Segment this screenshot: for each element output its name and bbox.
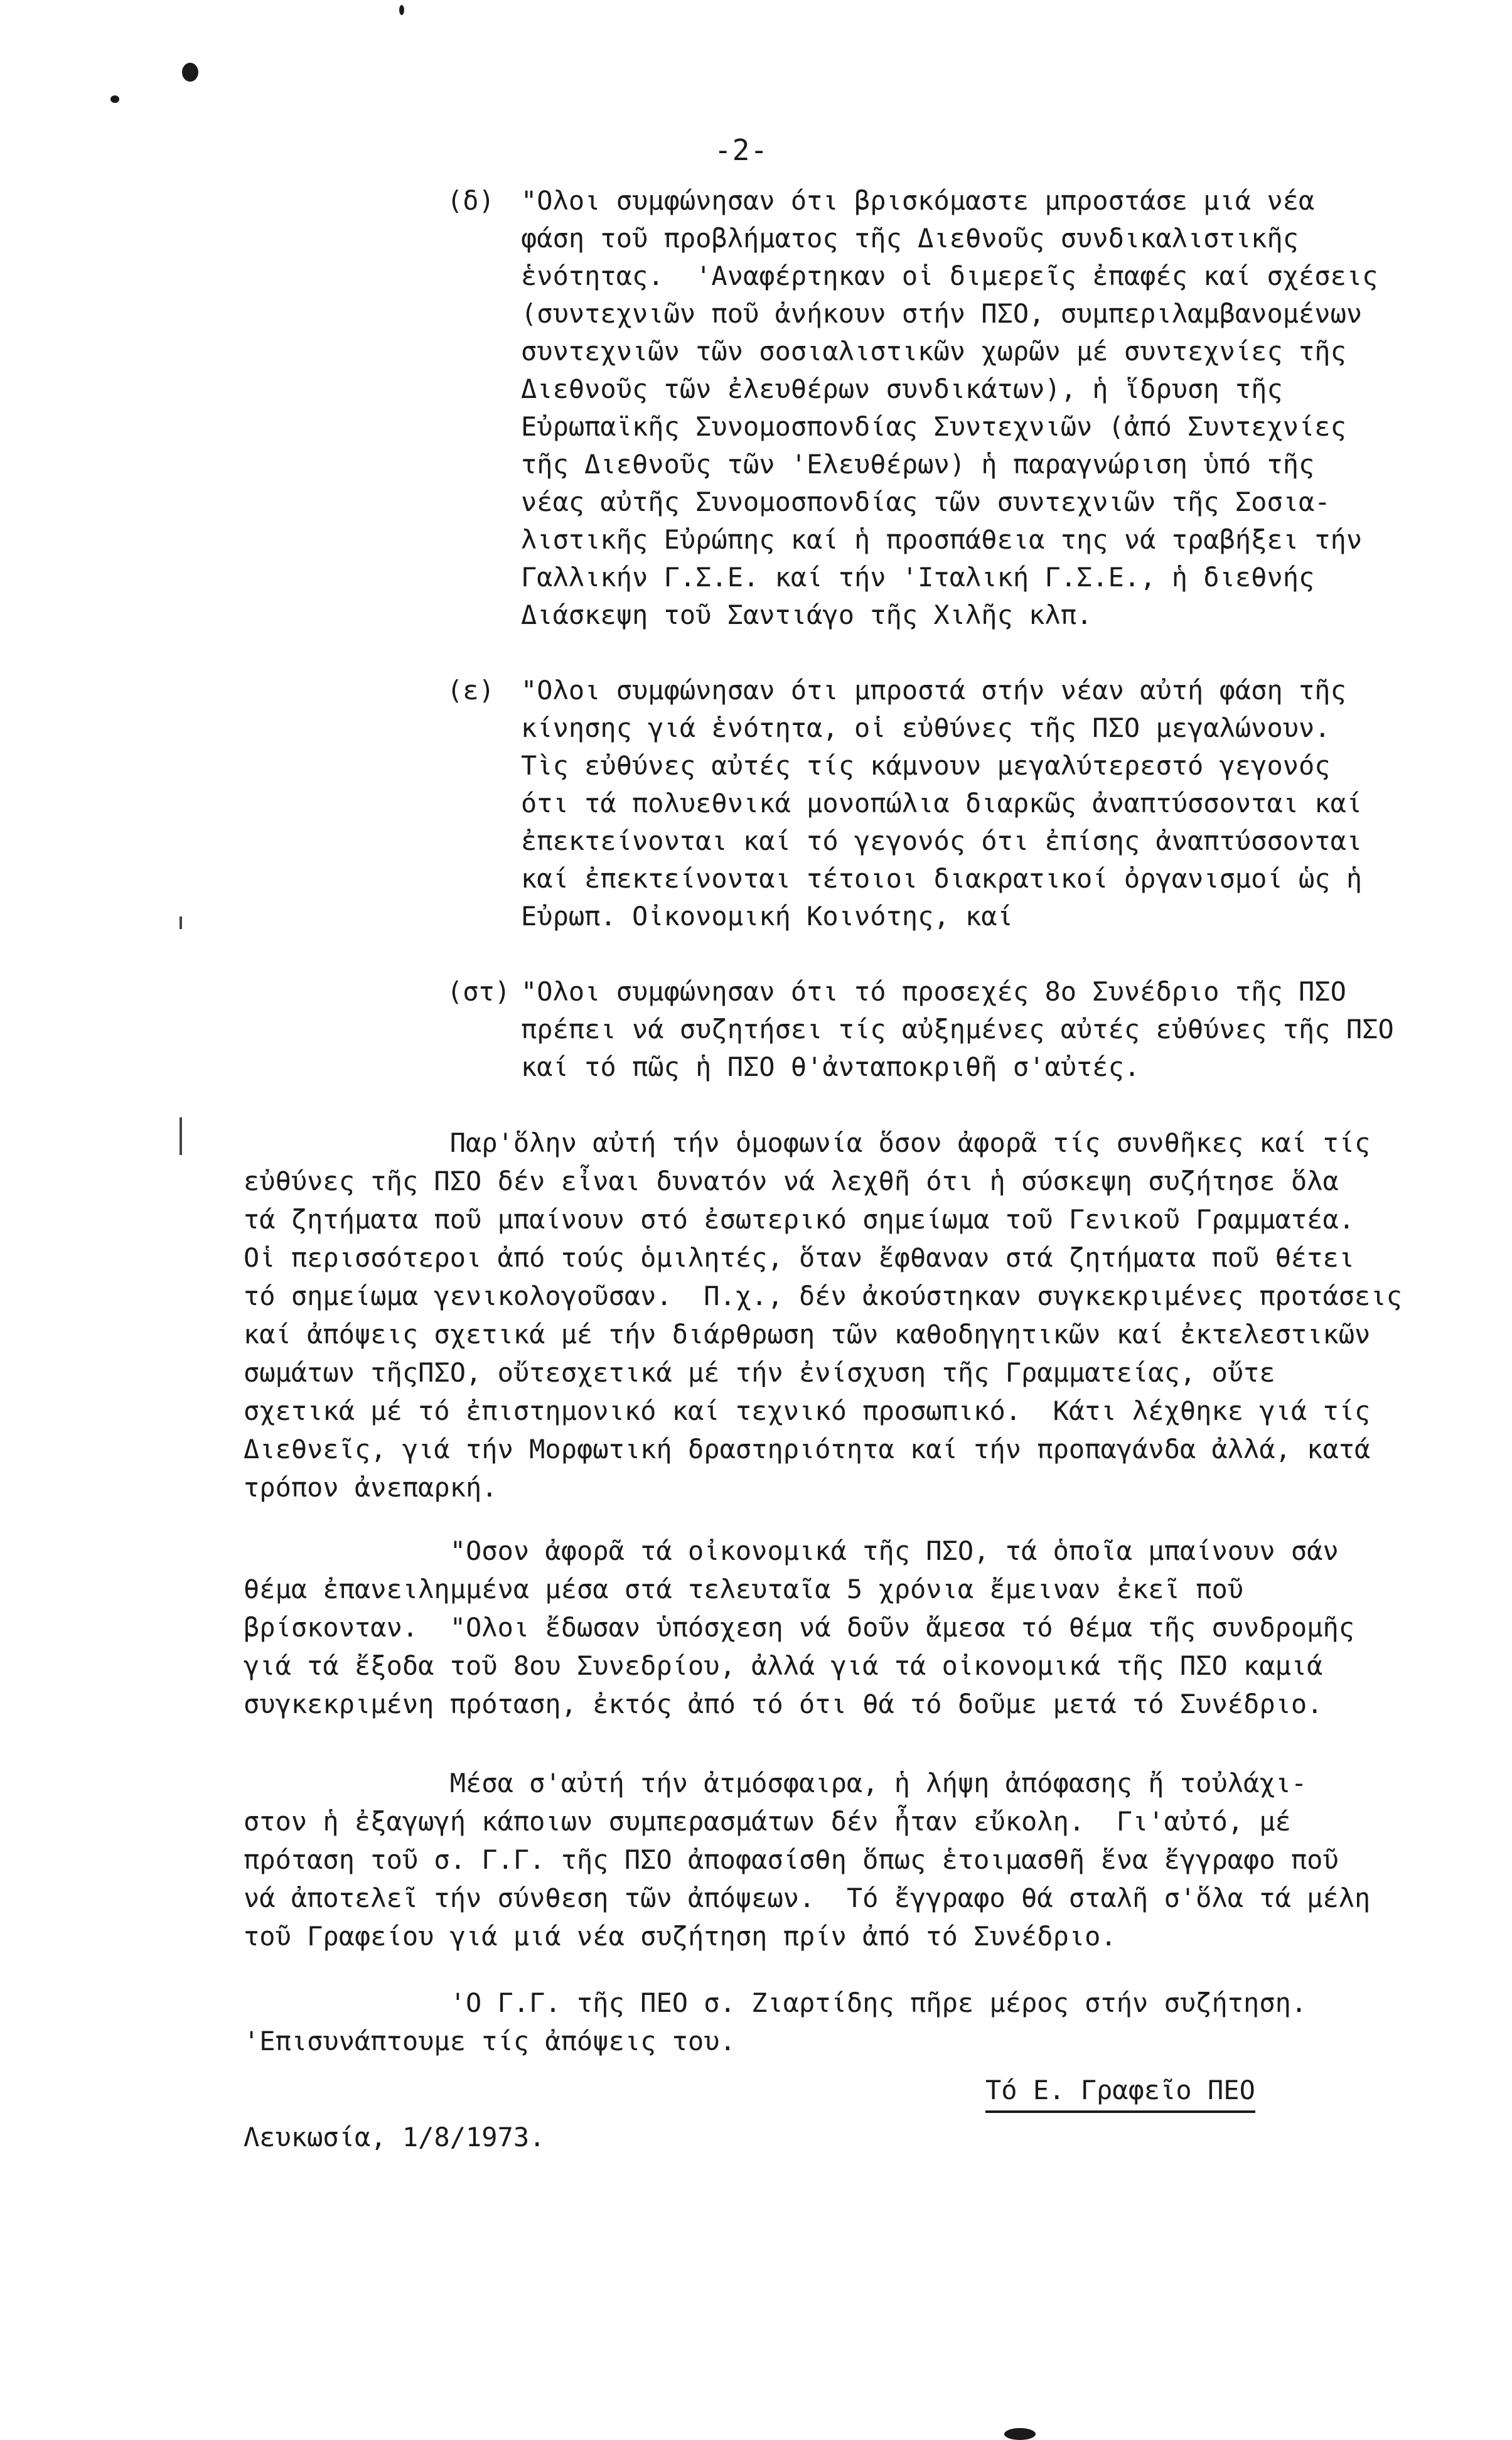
ink-blot (110, 95, 119, 103)
text-line: σωμάτων τῆςΠΣΟ, οὔτεσχετικά μέ τήν ἐνίσχυση τῆς Γραμματείας, οὔτε (244, 1357, 1275, 1388)
text-line: κίνησης γιά ἑνότητα, οἱ εὐθύνες τῆς ΠΣΟ μεγαλώνουν. (521, 712, 1331, 743)
text-line: καί τό πῶς ἡ ΠΣΟ θ'ἀνταποκριθῆ σ'αὐτές. (521, 1051, 1140, 1082)
list-item (447, 672, 1426, 935)
list-item (447, 973, 1426, 1086)
text-line: θέμα ἐπανειλημμένα μέσα στά τελευταῖα 5 χρόνια ἔμειναν ἐκεῖ ποῦ (244, 1574, 1244, 1604)
text-line: τοῦ Γραφείου γιά μιά νέα συζήτηση πρίν ἀπό τό Συνέδριο. (244, 1921, 1117, 1952)
text-line: "Ολοι συμφώνησαν ότι μπροστά στήν νέαν αὐτή φάση τῆς (521, 675, 1346, 706)
text-line: Μέσα σ'αὐτή τήν ἀτμόσφαιρα, ἡ λήψη ἀπόφασης ἤ τοὐλάχι- (244, 1768, 1307, 1798)
text-line: 'Ο Γ.Γ. τῆς ΠΕΟ σ. Ζιαρτίδης πῆρε μέρος στήν συζήτηση. (244, 1987, 1307, 2018)
text-line: Διάσκεψη τοῦ Σαντιάγο τῆς Χιλῆς κλπ. (521, 599, 1093, 630)
signature: Τό Ε. Γραφεῖο ΠΕΟ (985, 2072, 1255, 2113)
text-line: νά ἀποτελεῖ τήν σύνθεση τῶν ἀπόψεων. Τό ἔγγραφο θά σταλῆ σ'ὅλα τά μέλη (244, 1883, 1371, 1913)
text-line: φάση τοῦ προβλήματος τῆς Διεθνοῦς συνδικαλιστικῆς (521, 223, 1299, 254)
text-line: τά ζητήματα ποῦ μπαίνουν στό ἐσωτερικό σημείωμα τοῦ Γενικοῦ Γραμματέα. (244, 1204, 1355, 1235)
text-line: (συντεχνιῶν ποῦ ἀνήκουν στήν ΠΣΟ, συμπεριλαμβανομένων (521, 298, 1363, 329)
list-item-text (521, 973, 1426, 1086)
text-line: Γαλλικήν Γ.Σ.Ε. καί τήν 'Ιταλική Γ.Σ.Ε., ἡ διεθνής (521, 562, 1315, 593)
text-line: λιστικῆς Εὐρώπης καί ἡ προσπάθεια της νά τραβήξει τήν (521, 524, 1363, 555)
text-line: Εὐρωπ. Οἰκονομική Κοινότης, καί (521, 901, 1013, 932)
list-item-marker: (ε) (447, 675, 495, 706)
text-line: 'Επισυνάπτουμε τίς ἀπόψεις του. (244, 2026, 736, 2056)
text-line: εὐθύνες τῆς ΠΣΟ δέν εἶναι δυνατόν νά λεχθῆ ότι ἡ σύσκεψη συζήτησε ὅλα (244, 1166, 1339, 1196)
text-line: τῆς Διεθνοῦς τῶν 'Ελευθέρων) ἡ παραγνώριση ὑπό τῆς (521, 449, 1315, 480)
margin-rule (180, 1117, 182, 1155)
list-item (447, 182, 1426, 634)
text-line: ότι τά πολυεθνικά μονοπώλια διαρκῶς ἀναπτύσσονται καί (521, 788, 1363, 819)
text-line: "Ολοι συμφώνησαν ότι βρισκόμαστε μπροστάσε μιά νέα (521, 185, 1315, 216)
paragraph (244, 1984, 1398, 2060)
text-line: συντεχνιῶν τῶν σοσιαλιστικῶν χωρῶν μέ συντεχνίες τῆς (521, 336, 1346, 367)
text-line: Τὶς εὐθύνες αὐτές τίς κάμνουν μεγαλύτερεστό γεγονός (521, 750, 1331, 781)
ink-blot (182, 63, 198, 82)
text-line: Παρ'ὅλην αὐτή τήν ὁμοφωνία ὅσον ἀφορᾶ τίς συνθῆκες καί τίς (244, 1127, 1371, 1158)
list-item-text (521, 672, 1426, 935)
text-line: καί ἐπεκτείνονται τέτοιοι διακρατικοί ὀργανισμοί ὡς ἡ (521, 863, 1363, 894)
text-line: σχετικά μέ τό ἐπιστημονικό καί τεχνικό προσωπικό. Κάτι λέχθηκε γιά τίς (244, 1395, 1371, 1426)
margin-rule (180, 916, 182, 929)
text-line: Οἱ περισσότεροι ἀπό τούς ὁμιλητές, ὅταν ἔφθαναν στά ζητήματα ποῦ θέτει (244, 1242, 1355, 1273)
text-line: πρέπει νά συζητήσει τίς αὐξημένες αὐτές εὐθύνες τῆς ΠΣΟ (521, 1014, 1394, 1045)
page-number: -2- (714, 133, 769, 167)
text-line: ἑνότητας. 'Αναφέρτηκαν οἱ διμερεῖς ἐπαφές καί σχέσεις (521, 261, 1378, 291)
text-line: "Οσον ἀφορᾶ τά οἰκονομικά τῆς ΠΣΟ, τά ὁποῖα μπαίνουν σάν (244, 1535, 1339, 1566)
text-line: καί ἀπόψεις σχετικά μέ τήν διάρθρωση τῶν καθοδηγητικῶν καί ἐκτελεστικῶν (244, 1319, 1371, 1350)
ink-blot (399, 5, 404, 15)
text-line: στον ἡ ἐξαγωγή κάποιων συμπερασμάτων δέν ἦταν εὔκολη. Γι'αὐτό, μέ (244, 1806, 1291, 1837)
text-line: συγκεκριμένη πρόταση, ἐκτός ἀπό τό ότι θά τό δοῦμε μετά τό Συνέδριο. (244, 1689, 1323, 1719)
text-line: βρίσκονταν. "Ολοι ἔδωσαν ὑπόσχεση νά δοῦν ἄμεσα τό θέμα τῆς συνδρομῆς (244, 1612, 1355, 1643)
list-item-text (521, 182, 1426, 634)
text-line: Διεθνοῦς τῶν ἐλευθέρων συνδικάτων), ἡ ἵδρυση τῆς (521, 374, 1283, 404)
text-line: νέας αὐτῆς Συνομοσπονδίας τῶν συντεχνιῶν τῆς Σοσια- (521, 486, 1331, 517)
document-date: Λευκωσία, 1/8/1973. (244, 2122, 545, 2152)
text-line: Διεθνεῖς, γιά τήν Μορφωτική δραστηριότητα καί τήν προπαγάνδα ἀλλά, κατά (244, 1434, 1371, 1465)
text-line: ἐπεκτείνονται καί τό γεγονός ότι ἐπίσης ἀναπτύσσονται (521, 825, 1363, 856)
paragraph (244, 1532, 1398, 1723)
ink-blot (1004, 2428, 1036, 2440)
text-line: τρόπον ἀνεπαρκή. (244, 1472, 498, 1503)
text-line: γιά τά ἔξοδα τοῦ 8ου Συνεδρίου, ἀλλά γιά τά οἰκονομικά τῆς ΠΣΟ καμιά (244, 1650, 1323, 1681)
text-line: Εὐρωπαϊκῆς Συνομοσπονδίας Συντεχνιῶν (ἀπό Συντεχνίες (521, 411, 1346, 442)
list-item-marker: (δ) (447, 185, 495, 216)
list-item-marker: (στ) (447, 976, 511, 1007)
paragraph (244, 1764, 1398, 1955)
text-line: "Ολοι συμφώνησαν ότι τό προσεχές 8ο Συνέδριο τῆς ΠΣΟ (521, 976, 1346, 1007)
paragraph (244, 1124, 1402, 1507)
text-line: πρόταση τοῦ σ. Γ.Γ. τῆς ΠΣΟ ἀποφασίσθη ὅπως ἑτοιμασθῆ ἕνα ἔγγραφο ποῦ (244, 1844, 1339, 1875)
text-line: τό σημείωμα γενικολογοῦσαν. Π.χ., δέν ἀκούστηκαν συγκεκριμένες προτάσεις (244, 1281, 1402, 1311)
